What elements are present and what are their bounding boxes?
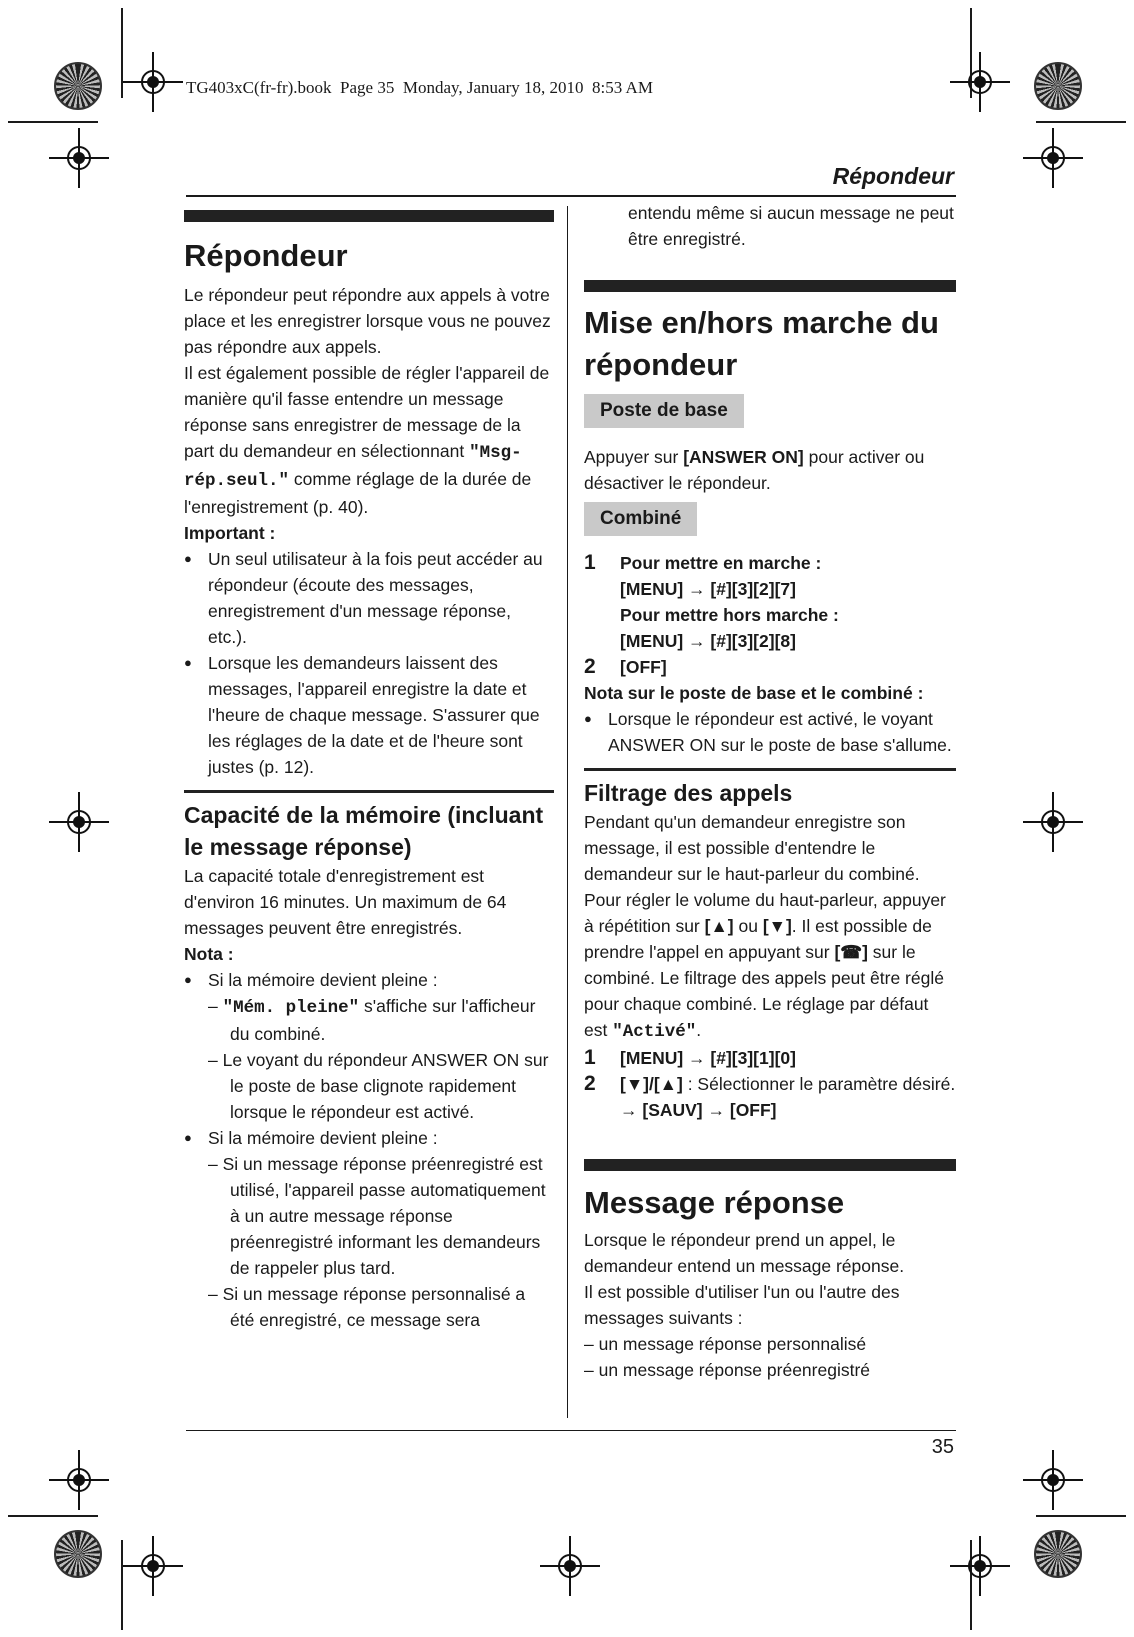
msg-text: Lorsque le répondeur prend un appel, le demandeur entend un message réponse. (584, 1230, 905, 1276)
volume-down-key: [▼] (762, 916, 792, 936)
color-wheel-icon (1034, 62, 1082, 110)
right-column (584, 200, 956, 1383)
step-2 (584, 654, 956, 680)
footer-rule (186, 1430, 956, 1431)
registration-mark-icon (49, 1450, 109, 1510)
step-1 (584, 550, 956, 654)
step-label: Pour mettre en marche : (620, 553, 822, 573)
base-instruction (584, 444, 956, 496)
tab-row (584, 394, 956, 428)
step-number: 1 (584, 551, 596, 574)
registration-mark-icon (49, 792, 109, 852)
nota-subitem: – "Mém. pleine" s'affiche sur l'afficheur du combiné. (208, 996, 536, 1044)
msg-text: Il est possible d'utiliser l'un ou l'autre des messages suivants : (584, 1282, 900, 1328)
filter-step-1 (584, 1045, 956, 1071)
key-sequence: [▼]/[▲] (620, 1074, 683, 1094)
tab-row (584, 502, 956, 536)
step-number: 2 (584, 1072, 596, 1095)
color-wheel-icon (54, 62, 102, 110)
step-number: 1 (584, 1046, 596, 1069)
registration-mark-icon (1023, 128, 1083, 188)
column-divider (567, 206, 568, 1418)
tab-base-station: Poste de base (584, 394, 744, 428)
crop-line (8, 121, 98, 123)
key-sequence: → [SAUV] → [OFF] (620, 1100, 777, 1120)
nota-label: Nota : (184, 944, 234, 964)
base-text: Appuyer sur (584, 447, 684, 467)
crop-line (1036, 1515, 1126, 1517)
intro-text: Il est également possible de régler l'appareil de manière qu'il fasse entendre un message réponse sans enregistrer de message de la part du demandeur en sélectionnant (184, 363, 550, 461)
section-bar (184, 210, 554, 222)
nota-item: ● Lorsque le répondeur est activé, le voyant ANSWER ON sur le poste de base s'allume. (584, 706, 956, 758)
msg-list-item: – un message réponse préenregistré (584, 1360, 871, 1380)
intro-text: comme réglage de la durée de l'enregistrement (p. 40). (184, 469, 532, 517)
filter-text-part: sur le combiné. Le filtrage des appels peut être réglé pour chaque combiné. Le réglage par défaut est (584, 942, 944, 1040)
filter-text-part: . Il est possible de prendre l'appel en appuyant sur (584, 916, 932, 962)
section-title: Répondeur (184, 238, 348, 273)
nota-item: ● Si la mémoire devient pleine : (184, 1125, 554, 1151)
key-sequence: [MENU] → [#][3][2][8] (620, 631, 796, 651)
intro-paragraph: Le répondeur peut répondre aux appels à votre place et les enregistrer lorsque vous ne pouvez pas répondre aux appels. (184, 285, 551, 357)
section-header: Répondeur (832, 163, 954, 189)
key-sequence: [MENU] → [#][3][1][0] (620, 1048, 796, 1068)
registration-mark-icon (123, 1536, 183, 1596)
filter-text (584, 809, 956, 1045)
nota-subitem: – Si un message réponse préenregistré est utilisé, l'appareil passe automatiquement à un autre message réponse préenregistré informant les demandeurs de rappeler plus tard. (208, 1154, 546, 1278)
filter-text-part: ou (733, 916, 763, 936)
section-title: Message réponse (584, 1185, 845, 1220)
registration-mark-icon (1023, 1450, 1083, 1510)
nota-subitem: – Si un message réponse personnalisé a été enregistré, ce message sera (208, 1284, 526, 1330)
intro-paragraph-2 (184, 360, 554, 520)
default-value: "Activé" (612, 1022, 697, 1042)
left-column (184, 206, 554, 1333)
registration-mark-icon (950, 52, 1010, 112)
subsection-title: Filtrage des appels (584, 780, 793, 806)
filter-text-part: Pendant qu'un demandeur enregistre son message, il est possible d'entendre le demandeur sur le haut-parleur du combiné. Pour régler le volume du haut-parleur, appuyer à répétition sur (584, 812, 946, 936)
memory-text: La capacité totale d'enregistrement est d'environ 16 minutes. Un maximum de 64 messages peuvent être enregistrés. (184, 866, 507, 938)
filter-step-2 (584, 1071, 956, 1123)
section-bar (584, 280, 956, 292)
section-bar (584, 1159, 956, 1171)
registration-mark-icon (1023, 792, 1083, 852)
step-number: 2 (584, 655, 596, 678)
book-info: TG403xC(fr-fr).book Page 35 Monday, January 18, 2010 8:53 AM (186, 78, 653, 97)
page-number: 35 (931, 1436, 954, 1458)
color-wheel-icon (1034, 1530, 1082, 1578)
important-item: ● Un seul utilisateur à la fois peut accéder au répondeur (écoute des messages, enregistrement d'un message réponse, etc.). (184, 546, 554, 650)
base-text: pour activer ou désactiver le répondeur. (584, 447, 925, 493)
setting-value: "Msg-rép.seul." (184, 443, 522, 491)
filter-text-part: . (696, 1020, 702, 1040)
volume-up-key: [▲] (704, 916, 734, 936)
key-sequence: [MENU] → [#][3][2][7] (620, 579, 796, 599)
step-text: : Sélectionner le paramètre désiré. (682, 1074, 956, 1094)
crop-line (8, 1515, 98, 1517)
talk-key-icon: [☎] (834, 942, 868, 962)
nota-title: Nota sur le poste de base et le combiné : (584, 683, 924, 703)
subsection-rule (584, 768, 956, 771)
nota-item: ● Si la mémoire devient pleine : (184, 967, 554, 993)
crop-line (1036, 121, 1126, 123)
registration-mark-icon (123, 52, 183, 112)
continued-text: entendu même si aucun message ne peut être enregistré. (628, 203, 954, 249)
subsection-title: Capacité de la mémoire (incluant le message réponse) (184, 802, 544, 860)
registration-mark-icon (950, 1536, 1010, 1596)
nota-subitem: – Le voyant du répondeur ANSWER ON sur le poste de base clignote rapidement lorsque le répondeur est activé. (208, 1050, 549, 1122)
header-rule (186, 195, 956, 197)
step-label: Pour mettre hors marche : (620, 605, 839, 625)
subsection-rule (184, 790, 554, 793)
nota-subitem-text: s'affiche sur l'afficheur du combiné. (230, 996, 536, 1044)
key-sequence: [OFF] (620, 657, 667, 677)
important-label: Important : (184, 523, 276, 543)
section-title: Mise en/hors marche du répondeur (584, 305, 939, 382)
registration-mark-icon (540, 1536, 600, 1596)
registration-mark-icon (49, 128, 109, 188)
display-message: "Mém. pleine" (222, 998, 360, 1018)
color-wheel-icon (54, 1530, 102, 1578)
tab-handset: Combiné (584, 502, 697, 536)
answer-on-key: [ANSWER ON] (683, 447, 804, 467)
important-item: ● Lorsque les demandeurs laissent des messages, l'appareil enregistre la date et l'heure de chaque message. S'assurer que les réglages de la date et de l'heure sont justes (p. 12). (184, 650, 554, 780)
msg-list-item: – un message réponse personnalisé (584, 1334, 867, 1354)
